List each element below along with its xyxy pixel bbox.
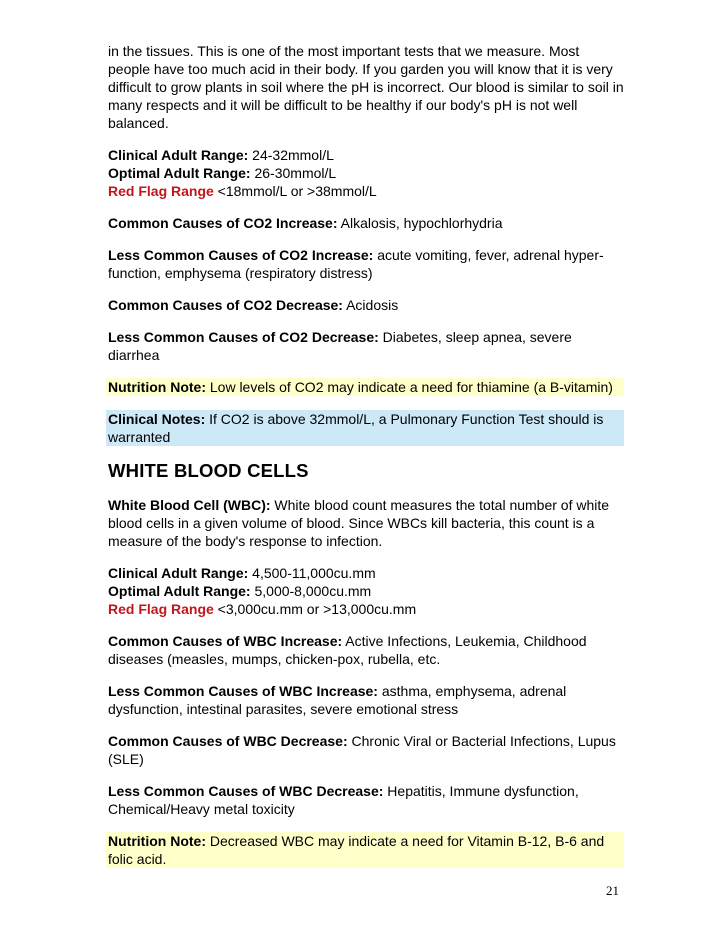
wbc-less-decrease-value: Hepatitis, Immune dysfunction, Chemical/Heavy metal toxicity — [108, 783, 579, 817]
wbc-decrease — [108, 732, 624, 768]
wbc-nutrition-value: Decreased WBC may indicate a need for Vitamin B-12, B-6 and folic acid. — [108, 833, 605, 867]
co2-less-decrease — [108, 328, 624, 364]
wbc-less-decrease — [108, 782, 624, 818]
co2-nutrition-value: Low levels of CO2 may indicate a need for thiamine (a B-vitamin) — [205, 379, 613, 395]
wbc-less-decrease-label: Less Common Causes of WBC Decrease: — [108, 783, 384, 799]
co2-decrease — [108, 296, 624, 314]
co2-redflag-label: Red Flag Range — [108, 183, 214, 199]
co2-less-increase — [108, 246, 624, 282]
wbc-redflag-value: <3,000cu.mm or >13,000cu.mm — [213, 601, 417, 617]
wbc-decrease-label: Common Causes of WBC Decrease: — [108, 733, 348, 749]
co2-increase-label: Common Causes of CO2 Increase: — [108, 215, 338, 231]
co2-nutrition-label: Nutrition Note: — [108, 379, 206, 395]
co2-decrease-value: Acidosis — [342, 297, 399, 313]
co2-less-increase-value: acute vomiting, fever, adrenal hyper-function, emphysema (respiratory distress) — [108, 247, 604, 281]
wbc-redflag-label: Red Flag Range — [108, 601, 214, 617]
co2-ranges — [108, 146, 624, 200]
wbc-clinical-label: Clinical Adult Range: — [108, 565, 249, 581]
wbc-less-increase — [108, 682, 624, 718]
wbc-optimal-value: 5,000-8,000cu.mm — [250, 583, 372, 599]
wbc-clinical-value: 4,500-11,000cu.mm — [248, 565, 376, 581]
co2-decrease-label: Common Causes of CO2 Decrease: — [108, 297, 343, 313]
co2-less-increase-label: Less Common Causes of CO2 Increase: — [108, 247, 374, 263]
co2-optimal-value: 26-30mmol/L — [250, 165, 337, 181]
wbc-nutrition-note — [106, 832, 624, 868]
wbc-ranges — [108, 564, 624, 618]
co2-increase-value: Alkalosis, hypochlorhydria — [337, 215, 503, 231]
co2-clinical-notes — [106, 410, 624, 446]
co2-clinical-notes-label: Clinical Notes: — [108, 411, 206, 427]
wbc-less-increase-value: asthma, emphysema, adrenal dysfunction, intestinal parasites, severe emotional stress — [108, 683, 567, 717]
document-body — [108, 42, 624, 882]
wbc-definition-label: White Blood Cell (WBC): — [108, 497, 271, 513]
co2-nutrition-note — [106, 378, 624, 396]
wbc-increase-value: Active Infections, Leukemia, Childhood diseases (measles, mumps, chicken-pox, rubella, etc. — [108, 633, 587, 667]
wbc-increase-label: Common Causes of WBC Increase: — [108, 633, 343, 649]
co2-optimal-label: Optimal Adult Range: — [108, 165, 251, 181]
intro-paragraph: in the tissues. This is one of the most important tests that we measure. Most people have too much acid in their body. If you garden you will know that it is very difficult to grow plants in soil where the pH is incorrect. Our blood is similar to soil in many respects and it will be difficult to be healthy if our body's pH is not well balanced. — [108, 43, 624, 131]
wbc-nutrition-label: Nutrition Note: — [108, 833, 206, 849]
co2-increase — [108, 214, 624, 232]
wbc-increase — [108, 632, 624, 668]
co2-less-decrease-label: Less Common Causes of CO2 Decrease: — [108, 329, 379, 345]
co2-redflag-value: <18mmol/L or >38mmol/L — [213, 183, 377, 199]
wbc-definition-value: White blood count measures the total number of white blood cells in a given volume of blood. Since WBCs kill bacteria, this count is a measure of the body's response to infection. — [108, 497, 610, 549]
co2-clinical-notes-value: If CO2 is above 32mmol/L, a Pulmonary Function Test should is warranted — [108, 411, 604, 445]
wbc-less-increase-label: Less Common Causes of WBC Increase: — [108, 683, 378, 699]
wbc-decrease-value: Chronic Viral or Bacterial Infections, Lupus (SLE) — [108, 733, 616, 767]
page-number: 21 — [606, 883, 619, 898]
co2-clinical-label: Clinical Adult Range: — [108, 147, 249, 163]
section-heading-wbc: WHITE BLOOD CELLS — [108, 460, 309, 481]
co2-less-decrease-value: Diabetes, sleep apnea, severe diarrhea — [108, 329, 572, 363]
co2-clinical-value: 24-32mmol/L — [248, 147, 334, 163]
wbc-definition — [108, 496, 624, 550]
wbc-optimal-label: Optimal Adult Range: — [108, 583, 251, 599]
